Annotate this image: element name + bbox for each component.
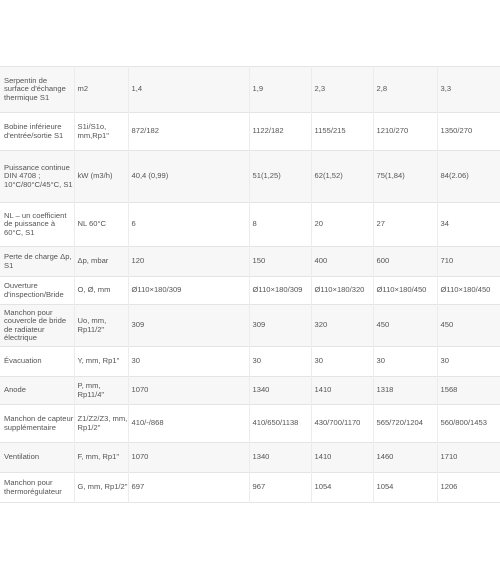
cell-value: 30: [249, 347, 311, 377]
cell-value: 1,9: [249, 67, 311, 113]
cell-value: 1122/182: [249, 113, 311, 151]
table-row: [0, 203, 500, 247]
cell-value: 1318: [373, 377, 437, 405]
row-label: Manchon pour thermorégulateur: [0, 473, 74, 503]
cell-value: 75(1,84): [373, 151, 437, 203]
row-label: Manchon de capteur supplémentaire: [0, 405, 74, 443]
table-row: [0, 247, 500, 277]
cell-value: 565/720/1204: [373, 405, 437, 443]
row-label: Ouverture d'inspection/Bride: [0, 277, 74, 305]
table-row: [0, 377, 500, 405]
cell-value: 84(2.06): [437, 151, 500, 203]
cell-value: 400: [311, 247, 373, 277]
cell-value: 1054: [373, 473, 437, 503]
row-label: Perte de charge Δp, S1: [0, 247, 74, 277]
cell-value: 34: [437, 203, 500, 247]
cell-value: 1070: [128, 377, 249, 405]
cell-value: 872/182: [128, 113, 249, 151]
cell-value: 1350/270: [437, 113, 500, 151]
table-row: [0, 473, 500, 503]
row-unit: O, Ø, mm: [74, 277, 128, 305]
cell-value: Ø110×180/450: [437, 277, 500, 305]
row-unit: Δp, mbar: [74, 247, 128, 277]
cell-value: 1070: [128, 443, 249, 473]
row-unit: P, mm, Rp11/4": [74, 377, 128, 405]
cell-value: Ø110×180/320: [311, 277, 373, 305]
row-unit: m2: [74, 67, 128, 113]
cell-value: 1210/270: [373, 113, 437, 151]
table-row: [0, 113, 500, 151]
cell-value: 450: [373, 305, 437, 347]
cell-value: 967: [249, 473, 311, 503]
row-label: Manchon pour couvercle de bride de radiateur électrique: [0, 305, 74, 347]
cell-value: 30: [128, 347, 249, 377]
cell-value: Ø110×180/309: [249, 277, 311, 305]
cell-value: 320: [311, 305, 373, 347]
row-unit: Z1/Z2/Z3, mm, Rp1/2": [74, 405, 128, 443]
cell-value: 1,4: [128, 67, 249, 113]
cell-value: 8: [249, 203, 311, 247]
cell-value: 1568: [437, 377, 500, 405]
cell-value: 27: [373, 203, 437, 247]
spec-table: [0, 66, 500, 503]
row-label: Ventilation: [0, 443, 74, 473]
cell-value: 710: [437, 247, 500, 277]
cell-value: 2,3: [311, 67, 373, 113]
row-unit: F, mm, Rp1": [74, 443, 128, 473]
cell-value: 120: [128, 247, 249, 277]
row-label: Serpentin de surface d'échange thermique S1: [0, 67, 74, 113]
row-unit: kW (m3/h): [74, 151, 128, 203]
cell-value: 1460: [373, 443, 437, 473]
row-unit: G, mm, Rp1/2": [74, 473, 128, 503]
table-row: [0, 305, 500, 347]
cell-value: 30: [311, 347, 373, 377]
cell-value: 1710: [437, 443, 500, 473]
cell-value: 1410: [311, 443, 373, 473]
cell-value: 309: [249, 305, 311, 347]
cell-value: 30: [373, 347, 437, 377]
cell-value: 430/700/1170: [311, 405, 373, 443]
cell-value: 450: [437, 305, 500, 347]
cell-value: 3,3: [437, 67, 500, 113]
cell-value: 20: [311, 203, 373, 247]
row-label: Puissance continue DIN 4708 ; 10°C/80°C/45°C, S1: [0, 151, 74, 203]
cell-value: 1340: [249, 377, 311, 405]
cell-value: 309: [128, 305, 249, 347]
cell-value: 1155/215: [311, 113, 373, 151]
cell-value: 1206: [437, 473, 500, 503]
cell-value: 30: [437, 347, 500, 377]
cell-value: 1410: [311, 377, 373, 405]
cell-value: 600: [373, 247, 437, 277]
table-row: [0, 67, 500, 113]
cell-value: Ø110×180/450: [373, 277, 437, 305]
table-row: [0, 277, 500, 305]
row-unit: Y, mm, Rp1": [74, 347, 128, 377]
cell-value: 1340: [249, 443, 311, 473]
cell-value: 410/650/1138: [249, 405, 311, 443]
table-row: [0, 443, 500, 473]
cell-value: Ø110×180/309: [128, 277, 249, 305]
row-label: Évacuation: [0, 347, 74, 377]
cell-value: 40,4 (0,99): [128, 151, 249, 203]
cell-value: 560/800/1453: [437, 405, 500, 443]
cell-value: 150: [249, 247, 311, 277]
row-label: NL – un coefficient de puissance à 60°C, S1: [0, 203, 74, 247]
spec-table-container: [0, 66, 500, 503]
cell-value: 2,8: [373, 67, 437, 113]
cell-value: 410/-/868: [128, 405, 249, 443]
table-row: [0, 347, 500, 377]
row-unit: S1i/S1o, mm,Rp1": [74, 113, 128, 151]
table-row: [0, 405, 500, 443]
row-label: Anode: [0, 377, 74, 405]
cell-value: 697: [128, 473, 249, 503]
cell-value: 6: [128, 203, 249, 247]
table-row: [0, 151, 500, 203]
cell-value: 62(1,52): [311, 151, 373, 203]
row-label: Bobine inférieure d'entrée/sortie S1: [0, 113, 74, 151]
row-unit: Uo, mm, Rp11/2": [74, 305, 128, 347]
cell-value: 51(1,25): [249, 151, 311, 203]
row-unit: NL 60°C: [74, 203, 128, 247]
cell-value: 1054: [311, 473, 373, 503]
